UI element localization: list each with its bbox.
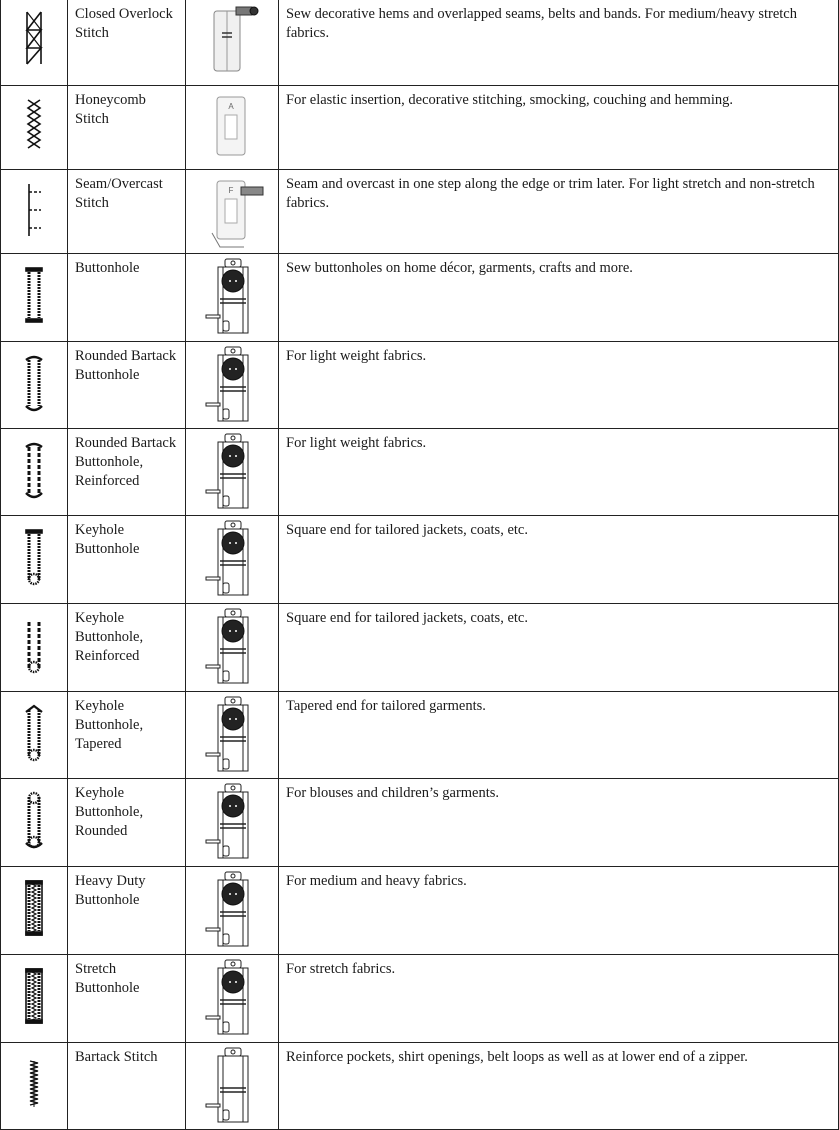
buttonhole-foot-icon	[192, 345, 272, 425]
stretch-buttonhole-icon	[22, 965, 46, 1029]
seam-overcast-stitch-icon	[22, 180, 46, 244]
stitch-name: Closed Overlock Stitch	[75, 6, 173, 41]
description-cell	[279, 691, 839, 778]
buttonhole-stitch-icon	[22, 264, 46, 328]
stitch-cell	[1, 515, 68, 603]
bartack-stitch-icon	[22, 1053, 46, 1117]
description-cell	[279, 954, 839, 1042]
stitch-name-cell	[68, 428, 186, 515]
description-cell	[279, 341, 839, 428]
buttonhole-foot-icon	[192, 432, 272, 512]
buttonhole-foot-icon	[192, 782, 272, 862]
foot-cell	[186, 603, 279, 691]
stitch-name: Bartack Stitch	[75, 1048, 158, 1065]
description-cell	[279, 253, 839, 341]
stitch-name-cell	[68, 85, 186, 169]
foot-cell	[186, 0, 279, 85]
stitch-name-cell	[68, 1042, 186, 1129]
table-row	[1, 954, 839, 1042]
table-row	[1, 0, 839, 85]
keyhole-rounded-buttonhole-icon	[22, 789, 46, 853]
overlock-foot-icon	[192, 3, 272, 83]
stitch-name-cell	[68, 253, 186, 341]
foot-cell	[186, 169, 279, 253]
description-cell	[279, 85, 839, 169]
description-cell	[279, 778, 839, 866]
stitch-name: Rounded Bartack Buttonhole, Reinforced	[75, 434, 177, 489]
stitch-name: Stretch Buttonhole	[75, 960, 140, 996]
rounded-bartack-reinforced-buttonhole-icon	[22, 439, 46, 503]
stitch-name: Keyhole Buttonhole	[75, 521, 140, 557]
table-row	[1, 169, 839, 253]
stitch-name: Keyhole Buttonhole, Reinforced	[75, 609, 144, 664]
table-row	[1, 253, 839, 341]
svg-text:A: A	[228, 101, 234, 111]
stitch-description: Square end for tailored jackets, coats, etc.	[286, 609, 528, 626]
description-cell	[279, 603, 839, 691]
stitch-cell	[1, 866, 68, 954]
buttonhole-foot-empty-icon	[192, 1046, 272, 1126]
foot-cell	[186, 253, 279, 341]
foot-cell	[186, 691, 279, 778]
stitch-cell	[1, 603, 68, 691]
stitch-cell	[1, 954, 68, 1042]
rounded-bartack-buttonhole-icon	[22, 352, 46, 416]
stitch-description: For stretch fabrics.	[286, 960, 396, 977]
buttonhole-foot-icon	[192, 519, 272, 599]
foot-cell	[186, 428, 279, 515]
table-row	[1, 603, 839, 691]
stitch-name-cell	[68, 341, 186, 428]
stitch-description: Sew decorative hems and overlapped seams, belts and bands. For medium/heavy stretch fabrics.	[286, 6, 797, 41]
buttonhole-foot-icon	[192, 870, 272, 950]
description-cell	[279, 0, 839, 85]
description-cell	[279, 1042, 839, 1129]
stitch-cell	[1, 428, 68, 515]
stitch-description: Sew buttonholes on home décor, garments, crafts and more.	[286, 259, 633, 276]
stitch-name-cell	[68, 778, 186, 866]
closed-overlock-stitch-icon	[22, 10, 46, 74]
stitch-cell	[1, 0, 68, 85]
stitch-name-cell	[68, 603, 186, 691]
stitch-description: Seam and overcast in one step along the edge or trim later. For light stretch and non-stretch fabrics.	[286, 175, 815, 211]
stitch-name-cell	[68, 0, 186, 85]
stitch-cell	[1, 341, 68, 428]
description-cell	[279, 169, 839, 253]
stitch-name: Seam/Overcast Stitch	[75, 175, 163, 211]
stitch-description: For light weight fabrics.	[286, 347, 427, 364]
stitch-description: For medium and heavy fabrics.	[286, 872, 467, 889]
foot-cell	[186, 1042, 279, 1129]
foot-cell	[186, 778, 279, 866]
presser-foot-a-icon	[192, 89, 272, 169]
stitch-cell	[1, 85, 68, 169]
stitch-cell	[1, 169, 68, 253]
stitch-cell	[1, 1042, 68, 1129]
stitch-description: Reinforce pockets, shirt openings, belt loops as well as at lower end of a zipper.	[286, 1048, 748, 1065]
foot-cell	[186, 515, 279, 603]
foot-cell	[186, 341, 279, 428]
table-row	[1, 778, 839, 866]
stitch-cell	[1, 778, 68, 866]
stitch-name: Honeycomb Stitch	[75, 91, 146, 127]
stitch-description: For elastic insertion, decorative stitching, smocking, couching and hemming.	[286, 91, 733, 108]
stitch-name: Heavy Duty Buttonhole	[75, 872, 146, 908]
stitch-name: Keyhole Buttonhole, Tapered	[75, 697, 144, 752]
table-row	[1, 1042, 839, 1129]
foot-cell	[186, 866, 279, 954]
foot-cell	[186, 85, 279, 169]
honeycomb-stitch-icon	[22, 96, 46, 160]
svg-text:F: F	[228, 185, 234, 195]
buttonhole-foot-icon	[192, 958, 272, 1038]
stitch-cell	[1, 253, 68, 341]
buttonhole-foot-icon	[192, 695, 272, 775]
stitch-name-cell	[68, 169, 186, 253]
buttonhole-foot-icon	[192, 257, 272, 337]
table-row	[1, 691, 839, 778]
keyhole-buttonhole-icon	[22, 526, 46, 590]
stitch-name-cell	[68, 515, 186, 603]
stitch-name: Keyhole Buttonhole, Rounded	[75, 784, 144, 839]
table-row	[1, 428, 839, 515]
stitch-cell	[1, 691, 68, 778]
keyhole-tapered-buttonhole-icon	[22, 702, 46, 766]
table-row	[1, 515, 839, 603]
heavy-duty-buttonhole-icon	[22, 877, 46, 941]
keyhole-reinforced-buttonhole-icon	[22, 614, 46, 678]
table-row	[1, 866, 839, 954]
stitch-name-cell	[68, 691, 186, 778]
stitch-description: For light weight fabrics.	[286, 434, 427, 451]
presser-foot-f-icon	[192, 173, 272, 253]
stitch-name-cell	[68, 866, 186, 954]
foot-cell	[186, 954, 279, 1042]
table-row	[1, 341, 839, 428]
stitch-description: Tapered end for tailored garments.	[286, 697, 486, 714]
stitch-name-cell	[68, 954, 186, 1042]
stitch-name: Buttonhole	[75, 259, 140, 276]
description-cell	[279, 515, 839, 603]
buttonhole-foot-icon	[192, 607, 272, 687]
table-row	[1, 85, 839, 169]
description-cell	[279, 866, 839, 954]
description-cell	[279, 428, 839, 515]
stitch-name: Rounded Bartack Buttonhole	[75, 347, 177, 383]
stitch-description: Square end for tailored jackets, coats, etc.	[286, 521, 528, 538]
stitch-description: For blouses and children’s garments.	[286, 784, 500, 801]
